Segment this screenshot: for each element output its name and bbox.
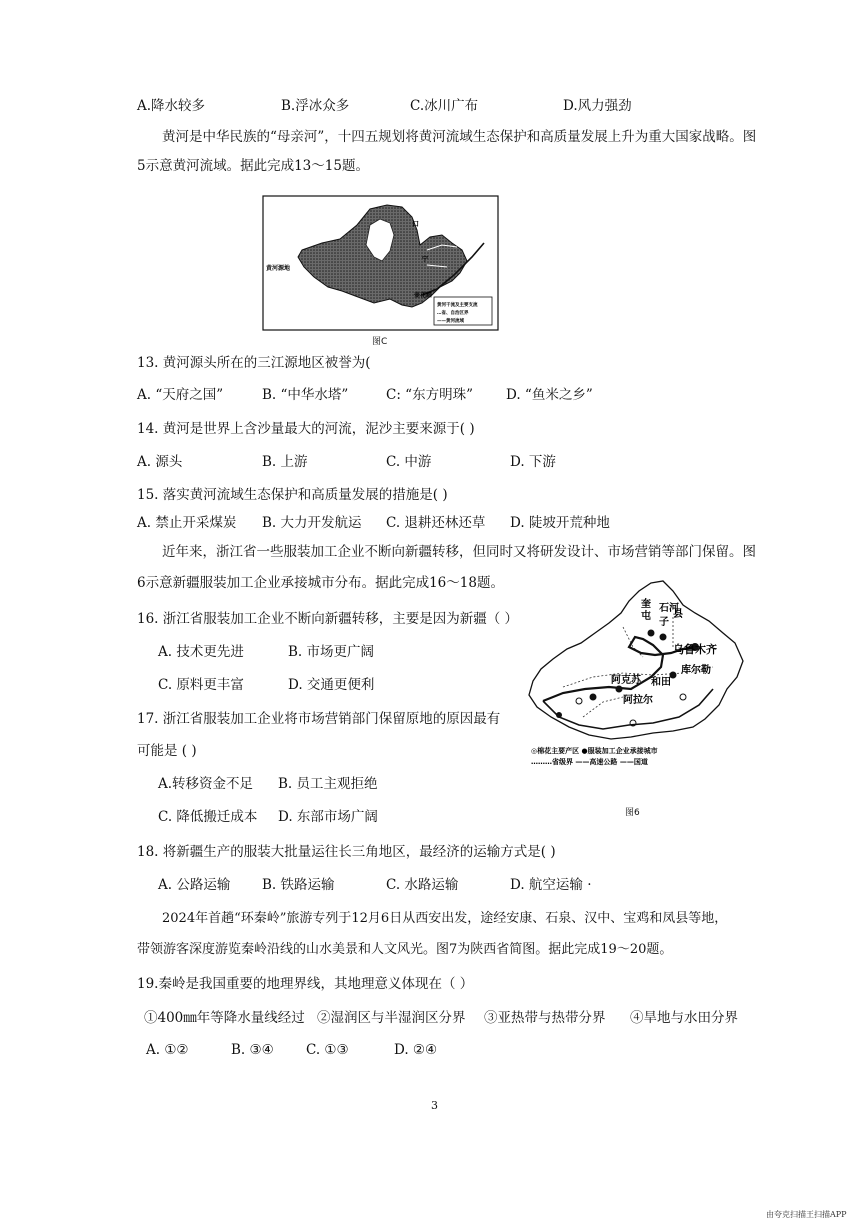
q19-option-a: A. ①② [146,1042,189,1058]
q14-option-c: C. 中游 [386,454,432,470]
label-mouth: 壶花踏 [414,292,433,299]
city-kui: 奎 [641,599,651,610]
q14-option-b: B. 上游 [262,454,308,470]
city-tun: 屯 [641,611,651,622]
q15-stem: 15. 落实黄河流域生态保护和高质量发展的措施是( ) [137,487,448,503]
q13-option-b: B. “中华水塔” [262,387,349,403]
intro1-line1: 黄河是中华民族的“母亲河”，十四五规划将黄河流域生态保护和高质量发展上升为重大国家战略。图 [162,129,757,145]
city-korla: 库尔勒 [681,665,711,676]
fig5-legend-3: ——黄河流域 [437,319,464,324]
fig5-legend-2: …省、自治区界 [437,311,469,316]
q19-statement-2: ②湿润区与半湿润区分界 [317,1010,466,1026]
q16-option-d: D. 交通更便利 [288,677,375,693]
city-hotan: 和田 [651,677,671,688]
city-alar: 阿拉尔 [623,695,653,706]
q12-option-c: C.冰川广布 [410,98,479,114]
intro2-line2: 6示意新疆服装加工企业承接城市分布。据此完成16～18题。 [137,575,504,591]
label-kou: 口 [412,220,419,228]
q15-option-b: B. 大力开发航运 [262,515,362,531]
q16-option-a: A. 技术更先进 [158,644,244,660]
scanner-watermark: 由夸克扫描王扫描APP [766,1210,847,1219]
city-xian: 县 [673,609,683,620]
fig6-legend-line2: ………省级界 ——高速公路 ——国道 [531,758,648,766]
q12-option-a: A.降水较多 [137,98,206,114]
q17-option-c: C. 降低搬迁成本 [158,809,258,825]
q18-option-d: D. 航空运输 · [510,877,592,893]
q19-option-b: B. ③④ [231,1042,274,1058]
page-number: 3 [431,1099,438,1112]
city-zi: 子 [659,617,669,628]
fig5-legend-1: 黄河干流及主要支流 [437,303,478,308]
figure-5-map [262,195,499,333]
q17-option-a: A.转移资金不足 [158,776,254,792]
q18-stem: 18. 将新疆生产的服装大批量运往长三角地区，最经济的运输方式是( ) [137,844,556,860]
label-ning: 宁 [422,256,429,263]
city-shihe: 石河 [659,603,679,614]
q19-statement-1: ①400㎜年等降水量线经过 [144,1010,305,1026]
city-urumqi: 乌鲁木齐 [673,643,717,656]
q17-option-d: D. 东部市场广阔 [278,809,378,825]
intro1-line2: 5示意黄河流域。据此完成13～15题。 [137,158,369,174]
q13-stem: 13. 黄河源头所在的三江源地区被誉为( [137,355,371,371]
q12-option-d: D.风力强劲 [563,98,632,114]
q19-option-c: C. ①③ [306,1042,349,1058]
intro2-line1: 近年来，浙江省一些服装加工企业不断向新疆转移，但同时又将研发设计、市场营销等部门保留。图 [162,544,756,560]
q16-stem: 16. 浙江省服装加工企业不断向新疆转移，主要是因为新疆（ ） [137,611,519,627]
q13-option-d: D. “鱼米之乡” [506,387,593,403]
q19-option-d: D. ②④ [394,1042,438,1058]
q16-option-b: B. 市场更广阔 [288,644,375,660]
q19-statement-4: ④旱地与水田分界 [630,1010,738,1026]
q16-option-c: C. 原料更丰富 [158,677,244,693]
q15-option-a: A. 禁止开采煤炭 [137,515,237,531]
q13-option-a: A. “天府之国” [137,387,224,403]
intro3-line2: 带领游客深度游览秦岭沿线的山水美景和人文风光。图7为陕西省简图。据此完成19～20题。 [137,942,673,957]
label-source: 黄河源地 [266,265,291,272]
q14-stem: 14. 黄河是世界上含沙量最大的河流，泥沙主要来源于( ) [137,421,475,437]
figure-6-map [523,577,748,767]
q15-option-c: C. 退耕还林还草 [386,515,486,531]
q17-option-b: B. 员工主观拒绝 [278,776,378,792]
q17-stem-line1: 17. 浙江省服装加工企业将市场营销部门保留原地的原因最有 [137,711,501,727]
figure-6-caption: 图6 [625,808,640,818]
q18-option-b: B. 铁路运输 [262,877,335,893]
q13-option-c: C: “东方明珠” [386,387,473,403]
city-aksu: 阿克苏 [611,675,641,686]
fig6-legend-line1: ◎棉花主要产区 ●服装加工企业承接城市 [531,747,658,755]
q18-option-a: A. 公路运输 [158,877,231,893]
q19-statement-3: ③亚热带与热带分界 [484,1010,606,1026]
q12-option-b: B.浮冰众多 [281,98,350,114]
q14-option-d: D. 下游 [510,454,556,470]
q19-stem: 19.秦岭是我国重要的地理界线，其地理意义体现在（ ） [137,976,474,992]
q17-stem-line2: 可能是 ( ) [137,743,197,759]
q18-option-c: C. 水路运输 [386,877,459,893]
intro3-line1: 2024年首趟“环秦岭”旅游专列于12月6日从西安出发，途经安康、石泉、汉中、宝鸡和凤县等地， [162,911,728,926]
q15-option-d: D. 陡坡开荒种地 [510,515,610,531]
figure-5-caption: 图C [372,337,388,347]
q14-option-a: A. 源头 [137,454,183,470]
